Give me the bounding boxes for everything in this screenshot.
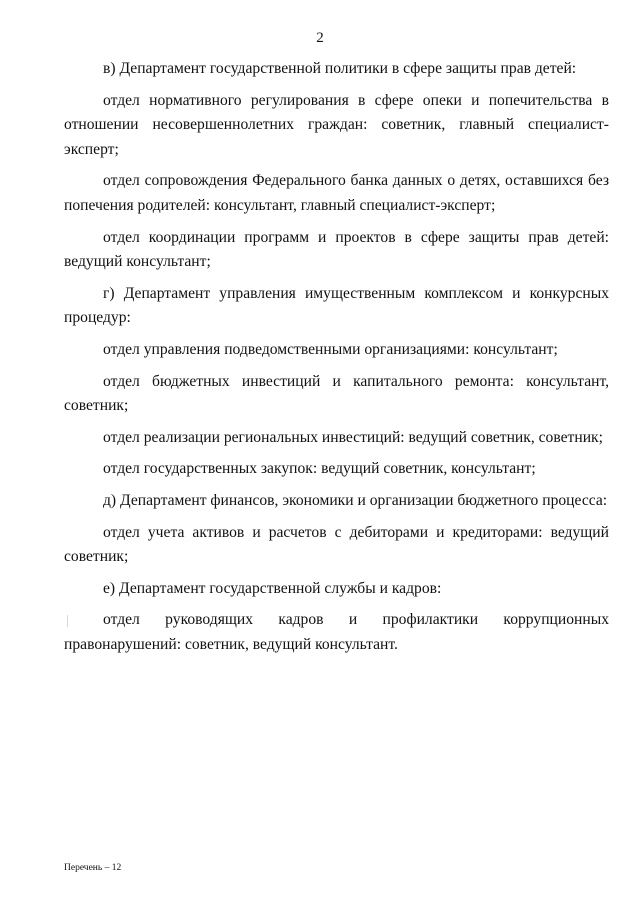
paragraph: отдел координации программ и проектов в сфере защиты прав детей: ведущий консультант; — [64, 228, 609, 271]
paragraph: отдел нормативного регулирования в сфере опеки и попечительства в отношении несовершеннолетних граждан: советник, главный специалист-эксперт; — [64, 91, 609, 158]
scan-mark — [67, 615, 68, 627]
paragraph: отдел бюджетных инвестиций и капитального ремонта: консультант, советник; — [64, 372, 609, 415]
paragraph: отдел реализации региональных инвестиций: ведущий советник, советник; — [103, 428, 603, 446]
paragraph: отдел руководящих кадров и профилактики коррупционных правонарушений: советник, ведущий консультант. — [64, 611, 609, 653]
paragraph-department-g: г) Департамент управления имущественным комплексом и конкурсных процедур: — [64, 284, 609, 327]
footer-label: Перечень – 12 — [64, 863, 122, 873]
paragraph: отдел учета активов и расчетов с дебиторами и кредиторами: ведущий советник; — [64, 523, 609, 566]
paragraph-department-v: в) Департамент государственной политики в сфере защиты прав детей: — [103, 60, 577, 77]
paragraph: отдел сопровождения Федерального банка данных о детях, оставшихся без попечения родителей: консультант, главный специалист-эксперт; — [64, 172, 609, 214]
document-body — [64, 57, 609, 657]
paragraph-department-d: д) Департамент финансов, экономики и организации бюджетного процесса: — [103, 491, 608, 509]
paragraph: отдел управления подведомственными организациями: консультант; — [103, 340, 558, 358]
paragraph: отдел государственных закупок: ведущий советник, консультант; — [103, 460, 536, 478]
paragraph-department-e: е) Департамент государственной службы и кадров: — [103, 579, 442, 597]
page-number: 2 — [316, 30, 324, 46]
